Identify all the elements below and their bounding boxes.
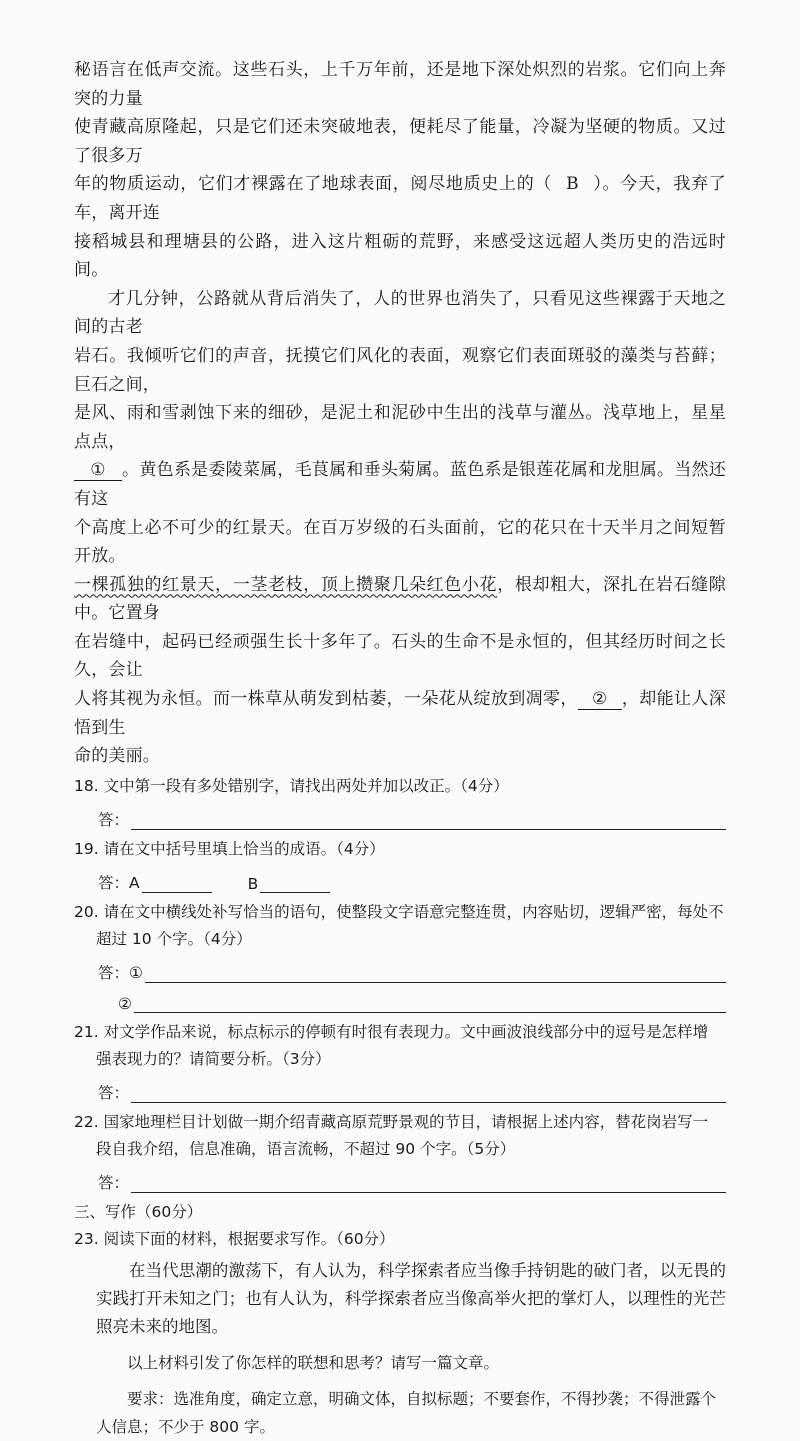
answer-label: B xyxy=(247,874,259,893)
answer-22[interactable] xyxy=(74,1163,726,1193)
wavy-underlined-text: 一棵孤独的红景天，一茎老枝，顶上攒聚几朵红色小花 xyxy=(74,574,498,595)
passage-text: 人将其视为永恒。而一株草从萌发到枯萎，一朵花从绽放到凋零， xyxy=(74,689,578,710)
passage-line xyxy=(74,571,726,628)
question-23: 23. 阅读下面的材料，根据要求写作。（60分） xyxy=(74,1229,395,1248)
answer-21[interactable] xyxy=(74,1073,726,1103)
answer-label: 答： xyxy=(98,1083,130,1102)
answer-line[interactable] xyxy=(131,811,726,830)
passage-text: 年的物质运动，它们才裸露在了地球表面，阅尽地质史上的（ xyxy=(74,174,553,195)
passage-text: ，却能让人深悟到生 xyxy=(74,689,726,738)
section-heading: 三、写作（60分） xyxy=(74,1202,203,1221)
answer-label: ② xyxy=(118,994,132,1013)
answer-label: 答：① xyxy=(98,963,143,982)
passage-text: ）。今天，我弃了车，离开连 xyxy=(74,174,726,223)
answer-18[interactable] xyxy=(74,800,726,830)
answer-line[interactable] xyxy=(145,964,726,983)
writing-prompt: 以上材料引发了你怎样的联想和思考？请写一篇文章。 xyxy=(127,1353,500,1372)
answer-label: 答：A xyxy=(98,873,140,892)
passage xyxy=(74,56,726,771)
question-21: 21. 对文学作品来说，标点标示的停顿有时很有表现力。文中画波浪线部分中的逗号是怎样增 xyxy=(74,1022,709,1041)
question-22-cont: 段自我介绍，信息准确，语言流畅，不超过 90 个字。（5分） xyxy=(96,1139,516,1158)
blank-2[interactable]: ② xyxy=(578,689,622,710)
passage-line xyxy=(74,685,726,742)
passage-line xyxy=(74,170,726,227)
question-20-cont: 超过 10 个字。（4分） xyxy=(96,929,252,948)
passage-line: 是风、雨和雪剥蚀下来的细砂，是泥土和泥砂中生出的浅草与灌丛。浅草地上，星星点点， xyxy=(74,403,726,452)
passage-line: 岩石。我倾听它们的声音，抚摸它们风化的表面，观察它们表面斑驳的藻类与苔藓；巨石之间， xyxy=(74,345,726,395)
writing-requirements: 要求：选准角度，确定立意，明确文体，自拟标题；不要套作，不得抄袭；不得泄露个人信息；不少于 800 字。 xyxy=(96,1389,717,1436)
answer-line-b[interactable] xyxy=(260,874,330,893)
passage-line: 在岩缝中，起码已经顽强生长十多年了。石头的生命不是永恒的，但其经历时间之长久，会让 xyxy=(74,631,726,681)
question-18: 18. 文中第一段有多处错别字，请找出两处并加以改正。（4分） xyxy=(74,776,509,795)
answer-label: 答： xyxy=(98,810,130,829)
questions xyxy=(74,773,726,1193)
writing-section xyxy=(74,1199,726,1441)
answer-label: 答： xyxy=(98,1173,130,1192)
passage-line: 使青藏高原隆起，只是它们还未突破地表，便耗尽了能量，冷凝为坚硬的物质。又过了很多万 xyxy=(74,117,726,166)
answer-20-1[interactable] xyxy=(74,953,726,983)
blank-b: B xyxy=(566,174,579,195)
passage-line: 接稻城县和理塘县的公路，进入这片粗砺的荒野，来感受这远超人类历史的浩远时间。 xyxy=(74,231,726,281)
question-20: 20. 请在文中横线处补写恰当的语句，使整段文字语意完整连贯，内容贴切，逻辑严密，每处不 xyxy=(74,902,724,921)
passage-line: 才几分钟，公路就从背后消失了，人的世界也消失了，只看见这些裸露于天地之间的古老 xyxy=(74,288,726,338)
passage-text: ，根却粗大，深扎在岩石缝隙中。它置身 xyxy=(74,574,726,624)
question-21-cont: 强表现力的？请简要分析。（3分） xyxy=(96,1049,331,1068)
exam-page xyxy=(74,56,726,1441)
answer-20-2[interactable] xyxy=(74,983,726,1013)
writing-material: 在当代思潮的激荡下，有人认为，科学探索者应当像手持钥匙的破门者，以无畏的实践打开未知之门；也有人认为，科学探索者应当像高举火把的掌灯人，以理性的光芒照亮未来的地图。 xyxy=(96,1260,726,1336)
blank-1[interactable]: ① xyxy=(74,460,122,481)
passage-line: 个高度上必不可少的红景天。在百万岁级的石头面前，它的花只在十天半月之间短暂开放。 xyxy=(74,517,726,567)
answer-line-a[interactable] xyxy=(142,874,212,893)
question-19: 19. 请在文中括号里填上恰当的成语。（4分） xyxy=(74,839,385,858)
answer-line[interactable] xyxy=(131,1084,726,1103)
passage-line xyxy=(74,456,726,513)
answer-19[interactable] xyxy=(74,863,726,893)
passage-text: 。黄色系是委陵菜属，毛茛属和垂头菊属。蓝色系是银莲花属和龙胆属。当然还有这 xyxy=(74,460,726,509)
answer-line[interactable] xyxy=(131,1174,726,1193)
answer-line[interactable] xyxy=(134,994,726,1013)
passage-line: 秘语言在低声交流。这些石头，上千万年前，还是地下深处炽烈的岩浆。它们向上奔突的力量 xyxy=(74,60,726,109)
passage-line: 命的美丽。 xyxy=(74,746,160,767)
question-22: 22. 国家地理栏目计划做一期介绍青藏高原荒野景观的节目，请根据上述内容，替花岗岩写一 xyxy=(74,1112,709,1131)
